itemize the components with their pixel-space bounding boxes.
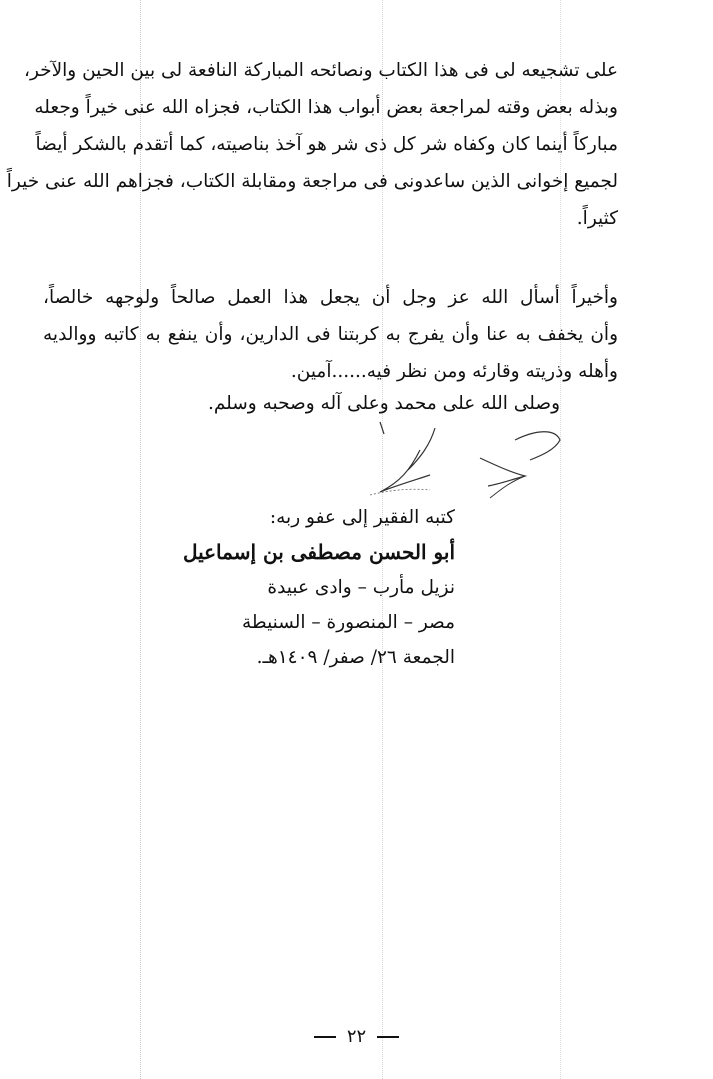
author-origin: مصر – المنصورة – السنيطة bbox=[241, 612, 455, 633]
page-number bbox=[0, 1026, 713, 1047]
text-line: وأخيراً أسأل الله عز وجل أن يجعل هذا العمل صالحاً ولوجهه خالصاً، bbox=[43, 287, 618, 308]
text-line: على تشجيعه لى فى هذا الكتاب ونصائحه المباركة النافعة لى بين الحين والآخر، bbox=[23, 60, 618, 81]
author-intro: كتبه الفقير إلى عفو ربه: bbox=[269, 507, 455, 528]
author-residence: نزيل مأرب – وادى عبيدة bbox=[267, 577, 455, 598]
text-line: مباركاً أينما كان وكفاه شر كل ذى شر هو آخذ بناصيته، كما أتقدم بالشكر أيضاً bbox=[35, 134, 618, 155]
author-name: أبو الحسن مصطفى بن إسماعيل bbox=[182, 540, 455, 564]
closing-salutation: وصلى الله على محمد وعلى آله وصحبه وسلم. bbox=[207, 393, 560, 414]
acknowledgement-paragraph bbox=[6, 52, 618, 237]
dash-decoration bbox=[377, 1036, 399, 1038]
text-line: وبذله بعض وقته لمراجعة بعض أبواب هذا الكتاب، فجزاه الله عنى خيراً وجعله bbox=[34, 97, 618, 118]
text-line: وأهله وذريته وقارئه ومن نظر فيه......آمين. bbox=[290, 361, 618, 382]
author-date: الجمعة ٢٦/ صفر/ ١٤٠٩هـ. bbox=[256, 647, 455, 668]
text-line: وأن يخفف به عنا وأن يفرج به كربتنا فى الدارين، وأن ينفع به كاتبه ووالديه bbox=[43, 324, 618, 345]
text-line: كثيراً. bbox=[576, 208, 618, 229]
author-signature-block bbox=[182, 500, 455, 675]
prayer-paragraph bbox=[43, 279, 618, 390]
text-line: لجميع إخوانى الذين ساعدونى فى مراجعة ومقابلة الكتاب، فجزاهم الله عنى خيراً bbox=[6, 171, 618, 192]
handwritten-signature bbox=[360, 420, 570, 510]
dash-decoration bbox=[314, 1036, 336, 1038]
page-number-value: ٢٢ bbox=[346, 1026, 367, 1047]
